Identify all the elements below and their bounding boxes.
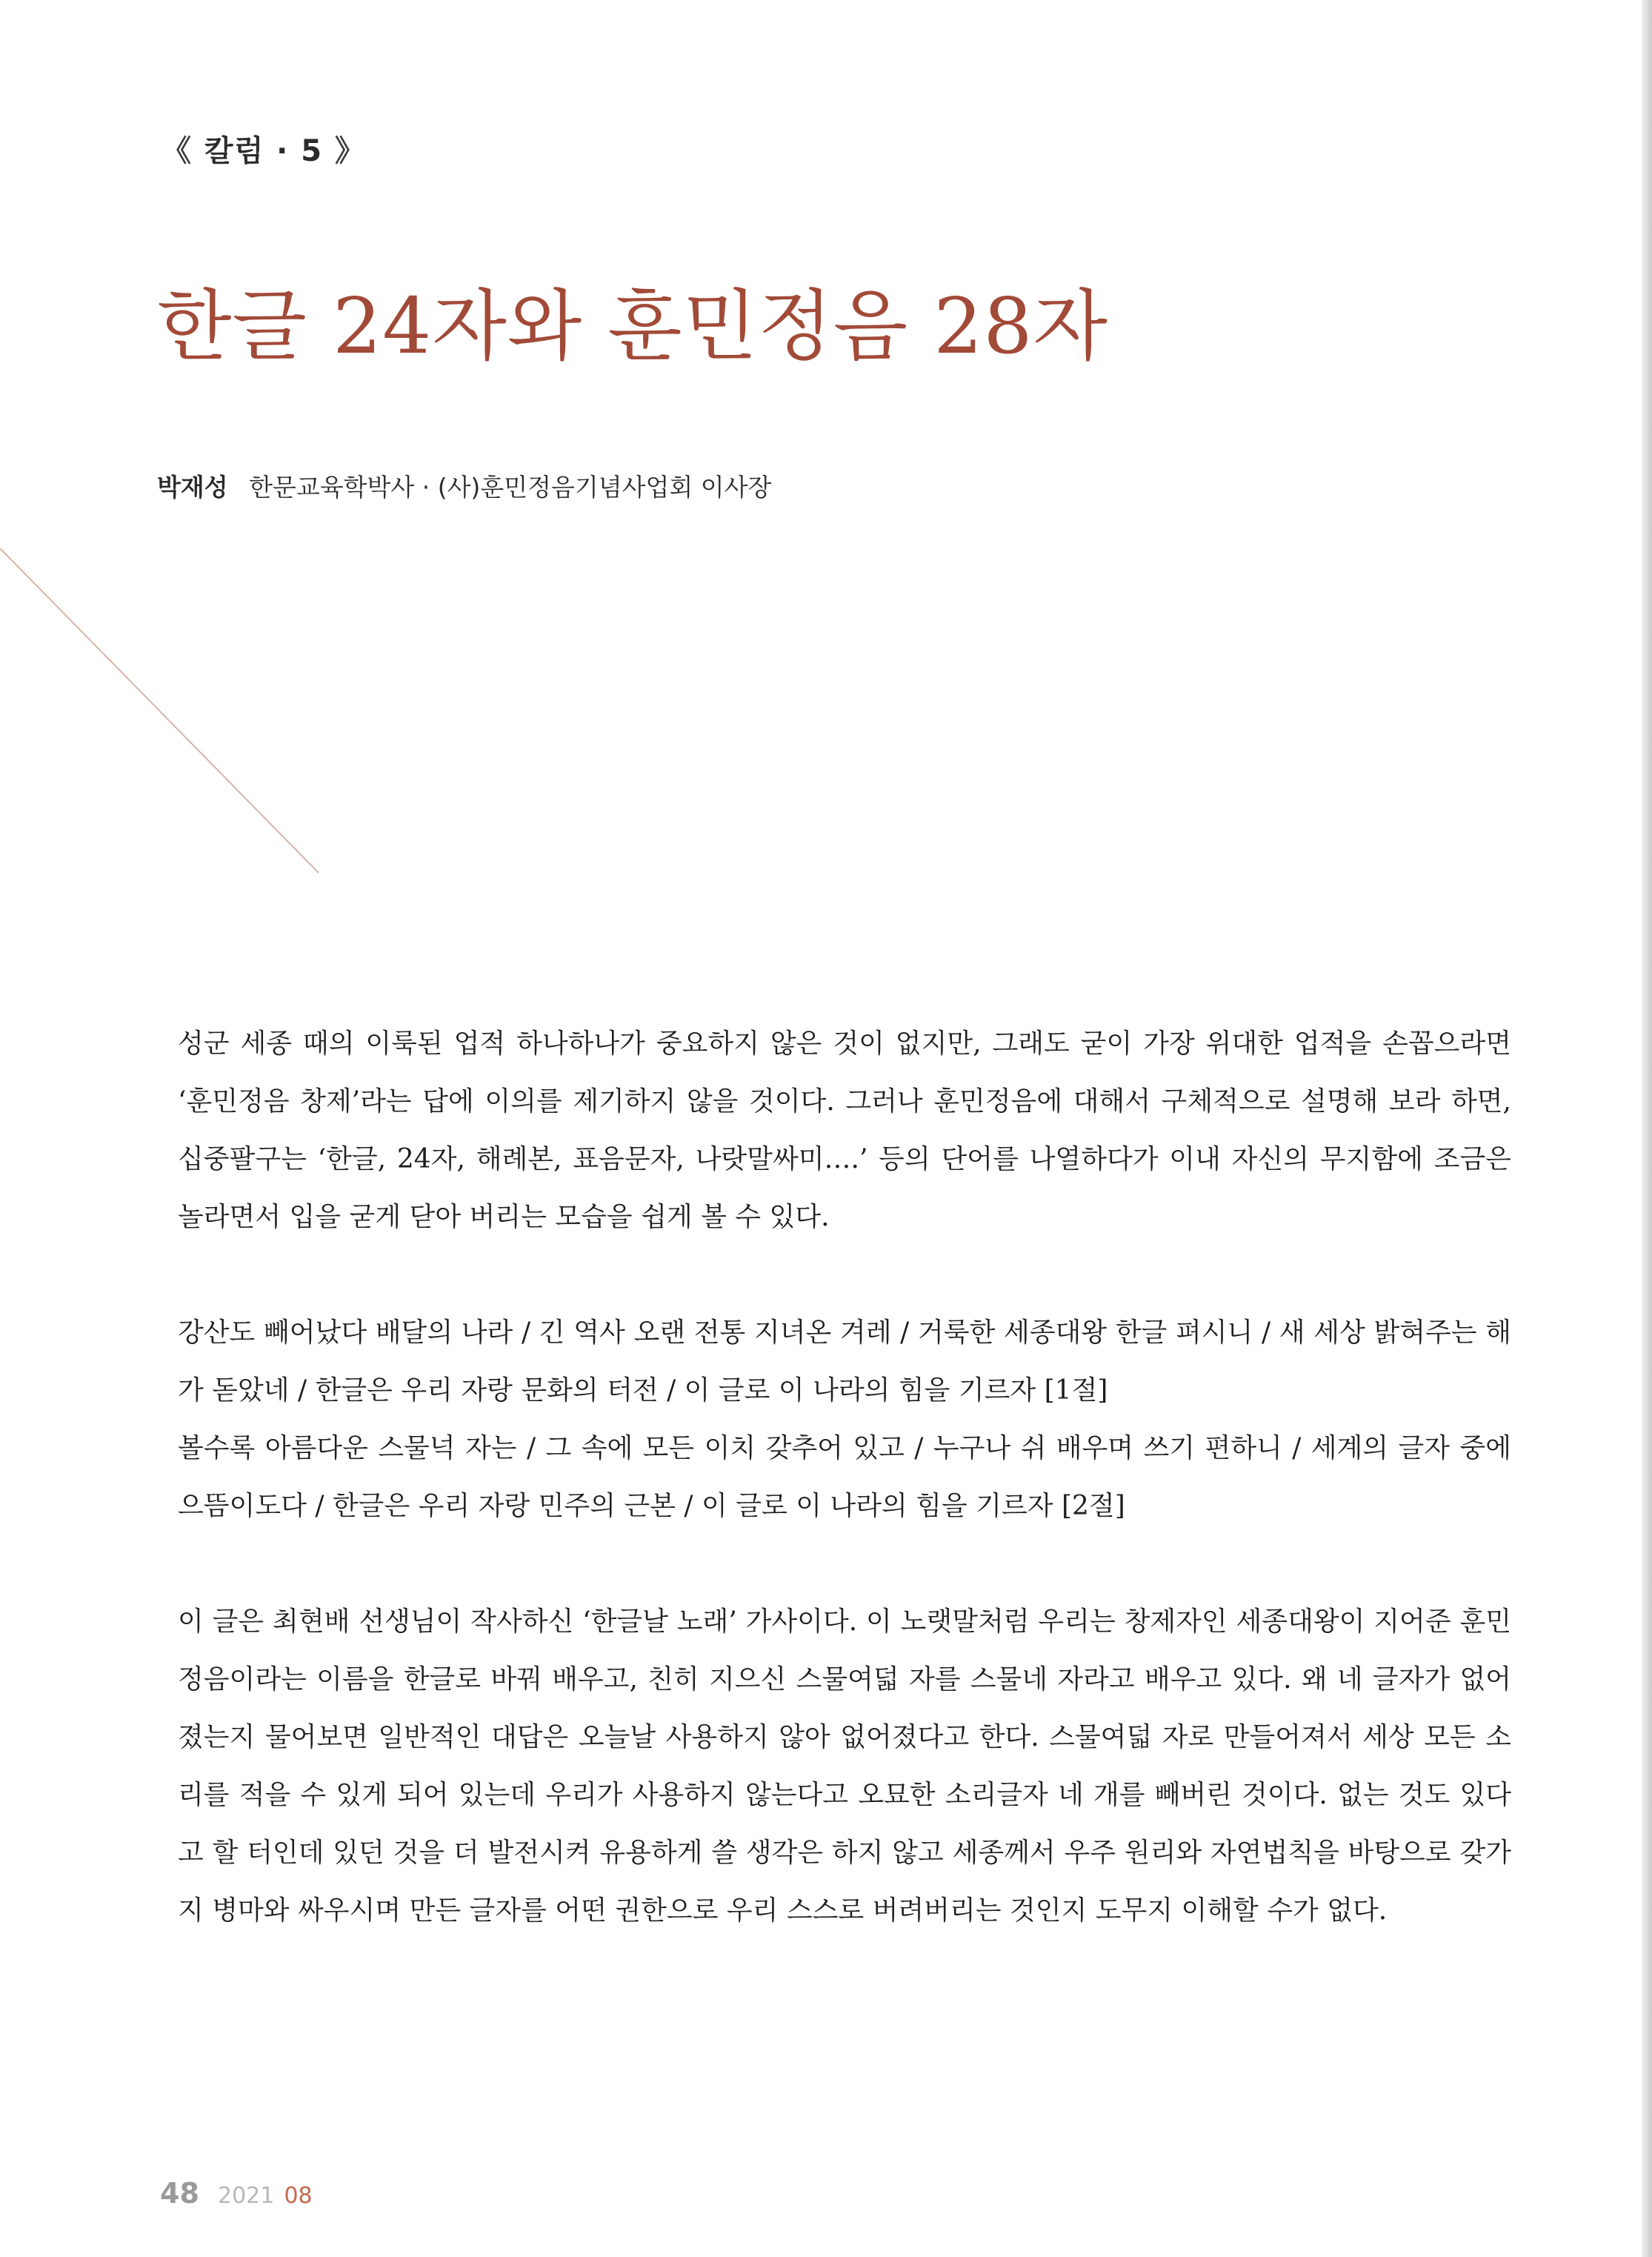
paragraph-commentary: 이 글은 최현배 선생님이 작사하신 ‘한글날 노래’ 가사이다. 이 노랫말처럼 우리는 창제자인 세종대왕이 지어준 훈민정음이라는 이름을 한글로 바꿔 배우고, 친히 지으신 스물여덟 자를 스물네 자라고 배우고 있다. 왜 네 글자가 없어졌는지 물어보면 일반적인 대답은 오늘날 사용하지 않아 없어졌다고 한다. 스물여덟 자로 만들어져서 세상 모든 소리를 적을 수 있게 되어 있는데 우리가 사용하지 않는다고 오묘한 소리글자 네 개를 빼버린 것이다. 없는 것도 있다고 할 터인데 있던 것을 더 발전시켜 유용하게 쓸 생각은 하지 않고 세종께서 우주 원리와 자연법칙을 바탕으로 갖가지 병마와 싸우시며 만든 글자를 어떤 권한으로 우리 스스로 버려버리는 것인지 도무지 이해할 수가 없다. [178, 1606, 1511, 1926]
bracket-right-icon: 》 [335, 134, 367, 168]
byline [157, 468, 771, 503]
section-label [161, 127, 366, 170]
bracket-left-icon: 《 [161, 134, 193, 168]
author-title: 한문교육학박사 · (사)훈민정음기념사업회 이사장 [249, 473, 772, 502]
author-name: 박재성 [157, 473, 228, 502]
article-body [178, 1015, 1511, 1998]
paragraph-intro: 성군 세종 때의 이룩된 업적 하나하나가 중요하지 않은 것이 없지만, 그래도 굳이 가장 위대한 업적을 손꼽으라면 ‘훈민정음 창제’라는 답에 이의를 제기하지 않을 것이다. 그러나 훈민정음에 대해서 구체적으로 설명해 보라 하면, 십중팔구는 ‘한글, 24자, 해례본, 표음문자, 나랏말싸미….’ 등의 단어를 나열하다가 이내 자신의 무지함에 조금은 놀라면서 입을 굳게 닫아 버리는 모습을 쉽게 볼 수 있다. [178, 1028, 1511, 1232]
lyrics-verse-1: 강산도 빼어났다 배달의 나라 / 긴 역사 오랜 전통 지녀온 겨레 / 거룩한 세종대왕 한글 펴시니 / 새 세상 밝혀주는 해가 돋았네 / 한글은 우리 자랑 문화의 터전 / 이 글로 이 나라의 힘을 기르자 [1절] [178, 1317, 1511, 1406]
page-footer [160, 2177, 313, 2210]
decorative-diagonal-line [0, 548, 326, 874]
page-edge-shadow [1642, 0, 1652, 2257]
issue-month: 08 [284, 2183, 313, 2209]
issue-year: 2021 [217, 2183, 275, 2209]
lyrics-verse-2: 볼수록 아름다운 스물넉 자는 / 그 속에 모든 이치 갖추어 있고 / 누구나 쉬 배우며 쓰기 편하니 / 세계의 글자 중에 으뜸이도다 / 한글은 우리 자랑 민주의 근본 / 이 글로 이 나라의 힘을 기르자 [2절] [178, 1433, 1511, 1521]
article-title: 한글 24자와 훈민정음 28자 [157, 281, 1109, 371]
section-label-text: 칼럼 · 5 [204, 134, 324, 168]
page-number: 48 [160, 2177, 199, 2210]
